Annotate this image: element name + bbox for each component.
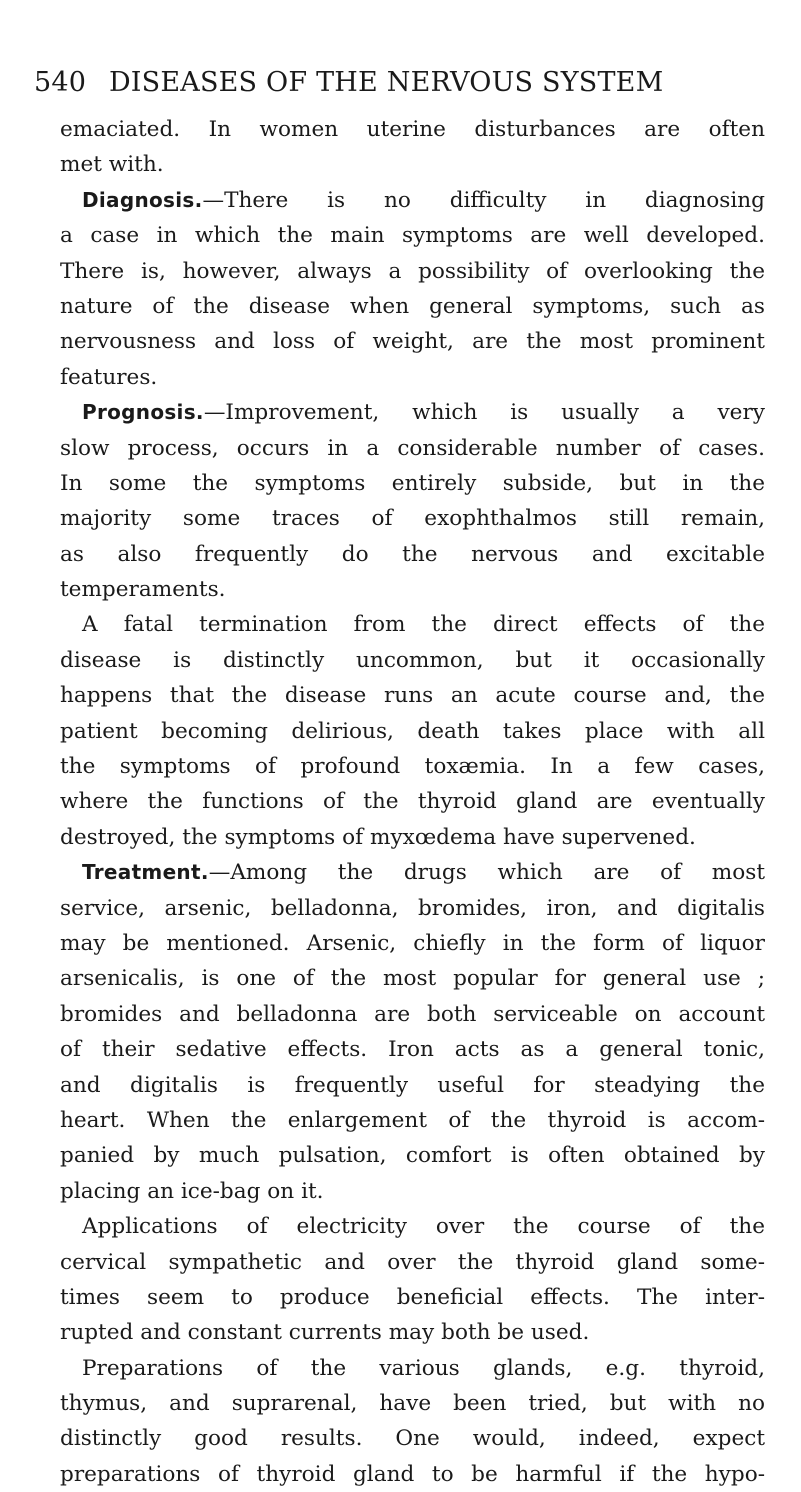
running-head-title: DISEASES OF THE NERVOUS SYSTEM: [108, 67, 664, 98]
text-line: [60, 1174, 765, 1209]
line-text: distinctly good results. One would, indeed, expect: [60, 1426, 765, 1452]
line-text: There is, however, always a possibility of overlooking the: [60, 258, 765, 284]
section-heading: Diagnosis.: [82, 187, 203, 212]
text-line: [60, 1280, 765, 1315]
text-line: [60, 714, 765, 749]
line-text: preparations of thyroid gland to be harmful if the hypo-: [60, 1461, 765, 1487]
text-line: [60, 855, 765, 890]
line-text: nature of the disease when general symptoms, such as: [60, 293, 765, 319]
line-text: —Among the drugs which are of most: [208, 860, 765, 886]
text-line: [60, 643, 765, 678]
line-text: may be mentioned. Arsenic, chiefly in the form of liquor: [60, 930, 765, 956]
line-text: arsenicalis, is one of the most popular for general use ;: [60, 966, 765, 992]
text-line: [60, 218, 765, 253]
line-text: patient becoming delirious, death takes place with all: [60, 718, 765, 744]
text-line: [60, 997, 765, 1032]
text-line: [60, 1209, 765, 1244]
line-text: where the functions of the thyroid gland are eventually: [60, 789, 765, 815]
text-line: [60, 289, 765, 324]
page-number: 540: [34, 67, 87, 98]
line-text: of their sedative effects. Iron acts as a general tonic,: [60, 1037, 765, 1063]
line-text: panied by much pulsation, comfort is often obtained by: [60, 1143, 765, 1169]
line-text: happens that the disease runs an acute course and, the: [60, 683, 765, 709]
text-line: [60, 183, 765, 218]
text-line: [60, 784, 765, 819]
body-text: [60, 112, 765, 1492]
line-text: the symptoms of profound toxæmia. In a few cases,: [60, 754, 765, 780]
line-text: as also frequently do the nervous and excitable: [60, 541, 765, 567]
text-line: [60, 1138, 765, 1173]
line-text: service, arsenic, belladonna, bromides, iron, and digitalis: [60, 895, 765, 921]
text-line: [60, 572, 765, 607]
text-line: [60, 537, 765, 572]
text-line: [60, 1245, 765, 1280]
text-line: [60, 961, 765, 996]
text-line: [60, 1421, 765, 1456]
line-text: Applications of electricity over the course of the: [82, 1214, 765, 1240]
line-text: emaciated. In women uterine disturbances are often: [60, 117, 765, 142]
text-line: [60, 1457, 765, 1492]
text-line: [60, 254, 765, 289]
text-line: [60, 147, 765, 182]
line-text: heart. When the enlargement of the thyroid is accom-: [60, 1107, 765, 1133]
text-line: [60, 749, 765, 784]
line-text: features.: [60, 364, 158, 390]
text-line: [60, 501, 765, 536]
section-heading: Treatment.: [82, 860, 209, 885]
line-text: rupted and constant currents may both be used.: [60, 1320, 590, 1346]
line-text: —Improvement, which is usually a very: [203, 400, 765, 426]
line-text: and digitalis is frequently useful for steadying the: [60, 1072, 765, 1098]
text-line: [60, 112, 765, 147]
text-line: [60, 1103, 765, 1138]
line-text: cervical sympathetic and over the thyroid gland some-: [60, 1249, 765, 1275]
text-line: [60, 466, 765, 501]
running-head: [34, 66, 769, 100]
text-line: [60, 1032, 765, 1067]
text-line: [60, 1315, 765, 1350]
line-text: met with.: [60, 152, 164, 178]
line-text: majority some traces of exophthalmos still remain,: [60, 506, 765, 532]
line-text: Preparations of the various glands, e.g. thyroid,: [82, 1355, 765, 1381]
section-heading: Prognosis.: [82, 400, 204, 425]
line-text: temperaments.: [60, 577, 226, 603]
text-line: [60, 926, 765, 961]
text-line: [60, 1386, 765, 1421]
text-line: [60, 324, 765, 359]
line-text: In some the symptoms entirely subside, but in the: [60, 470, 765, 496]
line-text: destroyed, the symptoms of myxœdema have supervened.: [60, 824, 696, 850]
text-line: [60, 395, 765, 430]
line-text: times seem to produce beneficial effects. The inter-: [60, 1284, 765, 1310]
line-text: bromides and belladonna are both serviceable on account: [60, 1001, 765, 1027]
text-line: [60, 1351, 765, 1386]
line-text: placing an ice-bag on it.: [60, 1178, 324, 1204]
line-text: A fatal termination from the direct effects of the: [82, 612, 765, 638]
line-text: slow process, occurs in a considerable number of cases.: [60, 435, 765, 461]
line-text: a case in which the main symptoms are well developed.: [60, 223, 765, 249]
text-line: [60, 360, 765, 395]
text-line: [60, 891, 765, 926]
text-line: [60, 1068, 765, 1103]
text-line: [60, 678, 765, 713]
text-line: [60, 607, 765, 642]
line-text: nervousness and loss of weight, are the most prominent: [60, 329, 765, 355]
line-text: —There is no difficulty in diagnosing: [202, 187, 765, 213]
text-line: [60, 431, 765, 466]
text-line: [60, 820, 765, 855]
line-text: thymus, and suprarenal, have been tried, but with no: [60, 1391, 765, 1417]
line-text: disease is distinctly uncommon, but it occasionally: [60, 647, 765, 673]
